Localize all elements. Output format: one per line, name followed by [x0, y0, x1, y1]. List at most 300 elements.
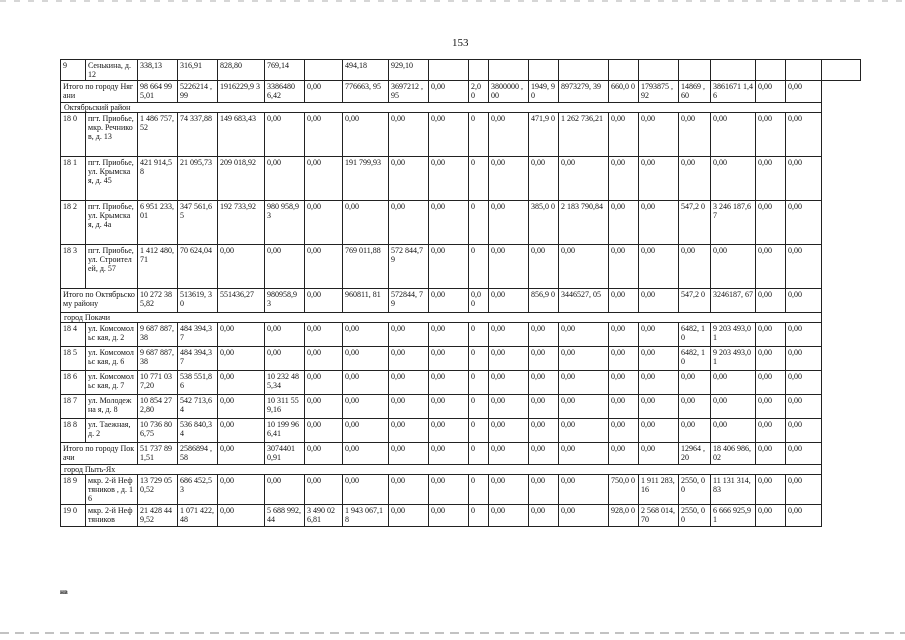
- table-row: [61, 201, 861, 245]
- table-cell: 0,00: [389, 347, 429, 371]
- table-cell: 0,00: [305, 371, 343, 395]
- table-cell: 0,00: [609, 289, 639, 313]
- table-cell: 0,00: [786, 443, 822, 465]
- section-row: [61, 103, 861, 113]
- table-cell: 0,00: [429, 395, 469, 419]
- table-cell: 0: [469, 475, 489, 505]
- table-cell: 0,00: [343, 347, 389, 371]
- table-cell: 21 095,73: [178, 157, 218, 201]
- table-cell: 0,00: [489, 443, 529, 465]
- table-cell: 0: [469, 323, 489, 347]
- table-row: [61, 347, 861, 371]
- table-cell: 2,0 0: [469, 81, 489, 103]
- table-cell: [429, 60, 469, 81]
- table-cell: 0,00: [429, 419, 469, 443]
- table-cell: 0,00: [559, 443, 609, 465]
- table-cell: 0,00: [218, 245, 265, 289]
- table-cell: 0,00: [218, 395, 265, 419]
- table-cell: 0,00: [679, 157, 711, 201]
- table-cell: 0,00: [609, 347, 639, 371]
- table-cell: 0,00: [559, 395, 609, 419]
- table-cell: 5 688 992,44: [265, 505, 305, 527]
- table-cell: 856,9 0: [529, 289, 559, 313]
- table-cell: 0,00: [389, 371, 429, 395]
- table-cell: 0,00: [429, 157, 469, 201]
- table-cell: 0,00: [609, 395, 639, 419]
- table-cell: 0: [469, 245, 489, 289]
- table-cell: 0,00: [218, 443, 265, 465]
- table-cell: 660,0 0: [609, 81, 639, 103]
- table-cell: 0: [469, 395, 489, 419]
- table-cell: 0,00: [305, 475, 343, 505]
- row-number-cell: 18 1: [61, 157, 86, 201]
- table-cell: 551436,27: [218, 289, 265, 313]
- table-cell: 0,00: [389, 443, 429, 465]
- table-cell: 2 183 790,84: [559, 201, 609, 245]
- table-cell: [559, 60, 609, 81]
- address-cell: пгт. Приобье, ул. Крымская, д. 4а: [86, 201, 138, 245]
- table-cell: 0: [469, 419, 489, 443]
- table-cell: 547,2 0: [679, 289, 711, 313]
- table-cell: 0,00: [639, 443, 679, 465]
- total-row: [61, 443, 861, 465]
- table-cell: 0,00: [489, 289, 529, 313]
- table-cell: 0,00: [429, 371, 469, 395]
- table-cell: 2 568 014,70: [639, 505, 679, 527]
- table-cell: 3246187, 67: [711, 289, 756, 313]
- table-cell: 0,00: [559, 157, 609, 201]
- table-cell: 0,00: [529, 371, 559, 395]
- table-cell: 0,00: [756, 323, 786, 347]
- table-cell: 0,00: [786, 371, 822, 395]
- table-cell: 0,00: [711, 371, 756, 395]
- section-title: Октябрьский район: [61, 103, 822, 113]
- table-cell: [711, 60, 756, 81]
- table-cell: 0,00: [756, 81, 786, 103]
- table-cell: [489, 60, 529, 81]
- table-cell: 0,00: [305, 81, 343, 103]
- table-cell: 0,00: [711, 419, 756, 443]
- table-cell: 3074401 0,91: [265, 443, 305, 465]
- table-cell: 0,00: [218, 419, 265, 443]
- table-cell: 11 131 314,83: [711, 475, 756, 505]
- table-cell: 0,00: [529, 395, 559, 419]
- table-cell: 0,00: [265, 475, 305, 505]
- table-cell: 0,00: [429, 289, 469, 313]
- table-cell: 0,00: [489, 245, 529, 289]
- table-cell: 0,00: [559, 347, 609, 371]
- table-cell: 0,00: [218, 371, 265, 395]
- table-cell: 74 337,88: [178, 113, 218, 157]
- table-cell: 0,00: [389, 419, 429, 443]
- table-cell: 0,00: [609, 419, 639, 443]
- address-cell: ул. Комсомольс кая, д. 2: [86, 323, 138, 347]
- table-cell: 0,00: [429, 81, 469, 103]
- row-number-cell: 18 9: [61, 475, 86, 505]
- table-cell: 0,00: [489, 113, 529, 157]
- row-number-cell: 9: [61, 60, 86, 81]
- table-cell: 3697212 ,95: [389, 81, 429, 103]
- table-cell: 385,0 0: [529, 201, 559, 245]
- table-cell: 929,10: [389, 60, 429, 81]
- table-cell: 9 203 493,01: [711, 347, 756, 371]
- table-cell: 513619, 30: [178, 289, 218, 313]
- address-cell: пгт. Приобье, ул. Строителей, д. 57: [86, 245, 138, 289]
- table-cell: 0,00: [489, 475, 529, 505]
- table-cell: 0,00: [786, 475, 822, 505]
- table-cell: 0,00: [343, 113, 389, 157]
- table-cell: 1916229,9 3: [218, 81, 265, 103]
- register-table: [60, 59, 861, 527]
- table-cell: 1 071 422,48: [178, 505, 218, 527]
- table-cell: 3 490 026,81: [305, 505, 343, 527]
- table-cell: 0,00: [389, 395, 429, 419]
- table-cell: 0,00: [489, 419, 529, 443]
- table-cell: 209 018,92: [218, 157, 265, 201]
- table-cell: 0,00: [529, 323, 559, 347]
- table-cell: 0,00: [786, 245, 822, 289]
- table-cell: 0: [469, 371, 489, 395]
- table-cell: 0,00: [756, 157, 786, 201]
- table-cell: 3386480 6,42: [265, 81, 305, 103]
- page-number: 153: [452, 37, 469, 49]
- table-cell: 0,00: [559, 245, 609, 289]
- table-cell: 0,00: [265, 347, 305, 371]
- table-cell: 484 394,37: [178, 323, 218, 347]
- table-cell: 347 561,65: [178, 201, 218, 245]
- table-cell: 2586894 ,58: [178, 443, 218, 465]
- table-cell: 0: [469, 443, 489, 465]
- table-cell: 0,00: [756, 443, 786, 465]
- table-cell: 471,9 0: [529, 113, 559, 157]
- table-cell: 0,00: [305, 113, 343, 157]
- table-cell: 0,00: [389, 505, 429, 527]
- table-row: [61, 419, 861, 443]
- table-cell: 0,00: [786, 419, 822, 443]
- table-cell: 0,00: [609, 371, 639, 395]
- table-cell: [529, 60, 559, 81]
- row-number-cell: 19 0: [61, 505, 86, 527]
- table-cell: 0,00: [389, 201, 429, 245]
- table-cell: 0,00: [389, 323, 429, 347]
- table-cell: 0,00: [786, 505, 822, 527]
- table-cell: 0,00: [529, 157, 559, 201]
- table-cell: 0,00: [639, 323, 679, 347]
- table-cell: 0,00: [609, 113, 639, 157]
- total-label: Итого по Октябрьскому району: [61, 289, 138, 313]
- table-cell: 769,14: [265, 60, 305, 81]
- table-cell: 960811, 81: [343, 289, 389, 313]
- table-row: [61, 113, 861, 157]
- row-number-cell: 18 4: [61, 323, 86, 347]
- table-cell: 9 687 887,38: [138, 323, 178, 347]
- table-cell: 14869 ,60: [679, 81, 711, 103]
- address-cell: мкр. 2-й Нефтяников: [86, 505, 138, 527]
- total-label: Итого по городу Покачи: [61, 443, 138, 465]
- table-row: [61, 323, 861, 347]
- table-row: [61, 475, 861, 505]
- table-cell: 0,00: [756, 395, 786, 419]
- table-cell: 538 551,86: [178, 371, 218, 395]
- table-cell: 0,00: [343, 323, 389, 347]
- table-cell: 51 737 891,51: [138, 443, 178, 465]
- table-cell: 9 203 493,01: [711, 323, 756, 347]
- table-cell: 0,00: [529, 245, 559, 289]
- table-cell: 0,00: [389, 475, 429, 505]
- table-cell: 0,00: [679, 395, 711, 419]
- table-cell: 0,00: [786, 113, 822, 157]
- table-cell: 0,00: [305, 157, 343, 201]
- table-cell: 0,00: [711, 157, 756, 201]
- table-cell: 0,00: [756, 245, 786, 289]
- table-cell: 0,00: [429, 201, 469, 245]
- table-cell: 0,00: [756, 289, 786, 313]
- table-cell: 0,00: [639, 245, 679, 289]
- table-cell: 769 011,88: [343, 245, 389, 289]
- table-cell: 3446527, 05: [559, 289, 609, 313]
- table-cell: 0,0 0: [469, 289, 489, 313]
- table-cell: 0,00: [529, 505, 559, 527]
- address-cell: пгт. Приобье, ул. Крымская, д. 45: [86, 157, 138, 201]
- table-cell: 1 412 480,71: [138, 245, 178, 289]
- table-cell: 0,00: [429, 113, 469, 157]
- table-cell: 0,00: [786, 289, 822, 313]
- table-cell: 6482, 10: [679, 323, 711, 347]
- table-cell: 0: [469, 113, 489, 157]
- table-cell: 6482, 10: [679, 347, 711, 371]
- table-cell: [679, 60, 711, 81]
- table-cell: 191 799,93: [343, 157, 389, 201]
- table-cell: 0,00: [711, 395, 756, 419]
- table-cell: [305, 60, 343, 81]
- table-cell: 2550, 00: [679, 475, 711, 505]
- table-cell: 0,00: [786, 347, 822, 371]
- table-cell: 9 687 887,38: [138, 347, 178, 371]
- address-cell: Сенькина, д. 12: [86, 60, 138, 81]
- table-cell: 0,00: [429, 443, 469, 465]
- table-cell: 0,00: [756, 371, 786, 395]
- table-cell: 0,00: [489, 201, 529, 245]
- table-cell: 12964 ,20: [679, 443, 711, 465]
- table-cell: 421 914,58: [138, 157, 178, 201]
- table-cell: 0: [469, 347, 489, 371]
- section-row: [61, 465, 861, 475]
- table-cell: 0,00: [218, 323, 265, 347]
- table-cell: 572844, 79: [389, 289, 429, 313]
- table-cell: 0,00: [343, 201, 389, 245]
- table-cell: 0,00: [756, 347, 786, 371]
- table-cell: 980958,9 3: [265, 289, 305, 313]
- table-cell: 0,00: [529, 443, 559, 465]
- table-cell: 484 394,37: [178, 347, 218, 371]
- table-cell: 0,00: [639, 201, 679, 245]
- table-cell: 572 844,79: [389, 245, 429, 289]
- table-cell: 2550, 00: [679, 505, 711, 527]
- table-cell: 0,00: [529, 419, 559, 443]
- table-cell: 0,00: [305, 347, 343, 371]
- table-cell: 10 199 966,41: [265, 419, 305, 443]
- table-cell: 0,00: [609, 323, 639, 347]
- table-cell: 0,00: [343, 443, 389, 465]
- table-cell: 928,0 0: [609, 505, 639, 527]
- table-cell: 18 406 986,02: [711, 443, 756, 465]
- table-cell: 316,91: [178, 60, 218, 81]
- table-cell: 0: [469, 157, 489, 201]
- table-cell: 0,00: [305, 443, 343, 465]
- table-cell: 0,00: [218, 475, 265, 505]
- table-cell: 0,00: [756, 201, 786, 245]
- table-cell: 0,00: [639, 371, 679, 395]
- row-number-cell: 18 8: [61, 419, 86, 443]
- total-row: [61, 81, 861, 103]
- table-cell: 0,00: [489, 505, 529, 527]
- table-cell: 0,00: [639, 395, 679, 419]
- table-cell: 70 624,04: [178, 245, 218, 289]
- table-cell: 0,00: [429, 505, 469, 527]
- table-row: [61, 505, 861, 527]
- section-title: город Покачи: [61, 313, 822, 323]
- table-row: [61, 395, 861, 419]
- table-cell: 0,00: [609, 443, 639, 465]
- table-cell: 0,00: [389, 113, 429, 157]
- table-cell: 149 683,43: [218, 113, 265, 157]
- table-cell: 21 428 449,52: [138, 505, 178, 527]
- table-cell: 0,00: [639, 157, 679, 201]
- table-cell: 0,00: [679, 245, 711, 289]
- table-cell: 0,00: [559, 505, 609, 527]
- table-cell: 98 664 995,01: [138, 81, 178, 103]
- table-cell: 0,00: [429, 323, 469, 347]
- table-cell: 0: [469, 201, 489, 245]
- row-number-cell: 18 7: [61, 395, 86, 419]
- table-cell: 0,00: [609, 157, 639, 201]
- table-cell: [822, 60, 861, 81]
- table-cell: [756, 60, 786, 81]
- table-cell: 980 958,93: [265, 201, 305, 245]
- table-cell: 3 246 187,67: [711, 201, 756, 245]
- table-cell: 10 736 806,75: [138, 419, 178, 443]
- table-cell: 0,00: [786, 201, 822, 245]
- table-cell: 1 486 757,52: [138, 113, 178, 157]
- table-cell: 10 311 559,16: [265, 395, 305, 419]
- table-cell: 0,00: [265, 157, 305, 201]
- table-cell: 0,00: [609, 201, 639, 245]
- table-cell: 0,00: [529, 347, 559, 371]
- table-cell: 542 713,64: [178, 395, 218, 419]
- table-cell: 494,18: [343, 60, 389, 81]
- table-cell: 6 951 233,01: [138, 201, 178, 245]
- address-cell: пгт. Приобье, мкр. Речников, д. 13: [86, 113, 138, 157]
- address-cell: ул. Таежная, д. 2: [86, 419, 138, 443]
- address-cell: ул. Комсомольс кая, д. 6: [86, 347, 138, 371]
- table-cell: 776663, 95: [343, 81, 389, 103]
- table-row: [61, 60, 861, 81]
- table-cell: 0,00: [305, 289, 343, 313]
- table-cell: [609, 60, 639, 81]
- table-cell: 3800000 ,00: [489, 81, 529, 103]
- table-cell: 536 840,34: [178, 419, 218, 443]
- table-cell: 0,00: [679, 419, 711, 443]
- row-number-cell: 18 3: [61, 245, 86, 289]
- table-cell: 0,00: [529, 475, 559, 505]
- table-cell: 0,00: [559, 371, 609, 395]
- table-row: [61, 371, 861, 395]
- table-row: [61, 245, 861, 289]
- table-cell: 0,00: [559, 419, 609, 443]
- table-cell: 0,00: [786, 323, 822, 347]
- total-label: Итого по городу Нягани: [61, 81, 138, 103]
- row-number-cell: 18 2: [61, 201, 86, 245]
- address-cell: ул. Комсомольс кая, д. 7: [86, 371, 138, 395]
- table-cell: 0,00: [756, 475, 786, 505]
- table-cell: 0: [469, 505, 489, 527]
- section-row: [61, 313, 861, 323]
- table-cell: [469, 60, 489, 81]
- row-number-cell: 18 5: [61, 347, 86, 371]
- table-cell: 338,13: [138, 60, 178, 81]
- table-cell: 0,00: [786, 81, 822, 103]
- section-title: город Пыть-Ях: [61, 465, 822, 475]
- table-cell: 0,00: [639, 113, 679, 157]
- table-cell: 0,00: [305, 245, 343, 289]
- table-cell: 10 771 037,20: [138, 371, 178, 395]
- table-cell: 0,00: [786, 157, 822, 201]
- table-cell: [639, 60, 679, 81]
- table-cell: 0,00: [711, 113, 756, 157]
- table-cell: 0,00: [756, 419, 786, 443]
- table-cell: 750,0 0: [609, 475, 639, 505]
- table-cell: 10 272 385,82: [138, 289, 178, 313]
- table-cell: 0,00: [559, 475, 609, 505]
- table-cell: 1 911 283,16: [639, 475, 679, 505]
- table-cell: 1 943 067,18: [343, 505, 389, 527]
- table-cell: 0,00: [218, 505, 265, 527]
- table-cell: 0,00: [343, 475, 389, 505]
- table-cell: 0,00: [489, 347, 529, 371]
- table-cell: 0,00: [265, 323, 305, 347]
- table-cell: 10 232 485,34: [265, 371, 305, 395]
- table-cell: 0,00: [489, 323, 529, 347]
- table-cell: [786, 60, 822, 81]
- table-cell: 0,00: [609, 245, 639, 289]
- table-cell: 5226214 ,99: [178, 81, 218, 103]
- table-row: [61, 157, 861, 201]
- table-cell: 0,00: [389, 157, 429, 201]
- table-cell: 0,00: [265, 113, 305, 157]
- table-cell: 10 854 272,80: [138, 395, 178, 419]
- address-cell: мкр. 2-й Нефтяников , д. 16: [86, 475, 138, 505]
- table-cell: 0,00: [711, 245, 756, 289]
- row-number-cell: 18 6: [61, 371, 86, 395]
- table-cell: 0,00: [305, 395, 343, 419]
- table-cell: 0,00: [218, 347, 265, 371]
- table-cell: 0,00: [679, 113, 711, 157]
- table-cell: 547,2 0: [679, 201, 711, 245]
- table-cell: 0,00: [305, 323, 343, 347]
- footer-mark: нв: [60, 588, 68, 596]
- table-cell: 0,00: [679, 371, 711, 395]
- table-cell: 0,00: [639, 347, 679, 371]
- table-cell: 0,00: [489, 371, 529, 395]
- table-cell: 0,00: [639, 419, 679, 443]
- table-cell: 0,00: [343, 395, 389, 419]
- scan-edge-bottom: [0, 632, 905, 634]
- table-cell: 1 262 736,21: [559, 113, 609, 157]
- table-cell: 0,00: [429, 245, 469, 289]
- table-cell: 192 733,92: [218, 201, 265, 245]
- table-cell: 8973279, 39: [559, 81, 609, 103]
- table-cell: 0,00: [429, 347, 469, 371]
